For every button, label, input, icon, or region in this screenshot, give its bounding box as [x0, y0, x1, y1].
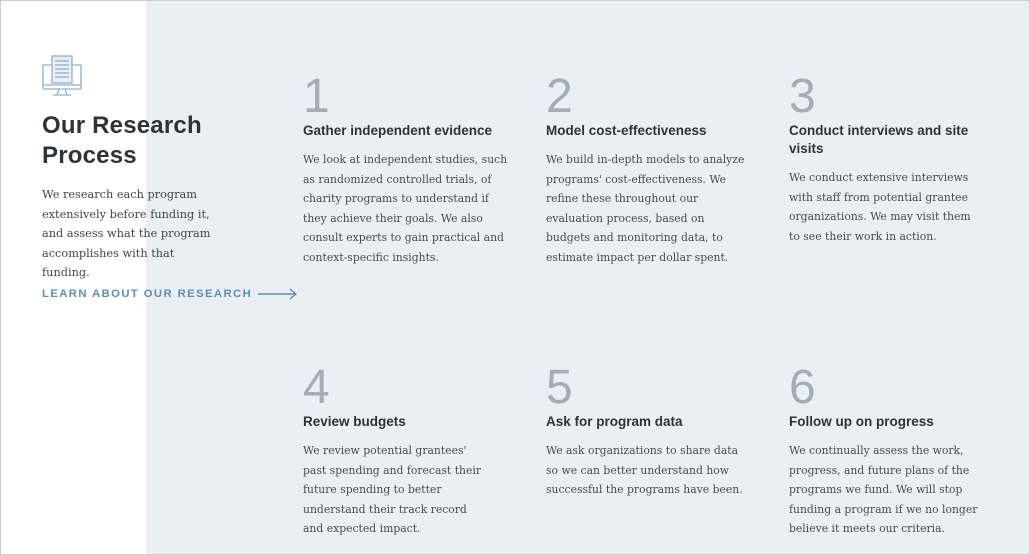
step-number: 4 — [303, 361, 330, 414]
step-description: We continually assess the work, progress, and future plans of the programs we fund. We will stop funding a program if we no longer believe it meets our criteria. — [789, 444, 978, 536]
step-number: 2 — [546, 70, 573, 123]
step-title: Review budgets — [303, 414, 406, 429]
section-description: We research each program extensively before funding it, and assess what the program accomplishes with that funding. — [42, 188, 211, 280]
step-number: 6 — [789, 361, 816, 414]
step-number: 1 — [303, 70, 330, 123]
step-title: Conduct interviews and site visits — [789, 123, 969, 156]
step-title: Follow up on progress — [789, 414, 934, 429]
arrow-right-icon — [258, 288, 298, 300]
step-number: 5 — [546, 361, 573, 414]
step-title: Gather independent evidence — [303, 123, 493, 138]
computer-document-icon — [42, 55, 82, 97]
step-title: Model cost-effectiveness — [546, 123, 707, 138]
step-description: We ask organizations to share data so we can better understand how successful the programs have been. — [546, 444, 743, 497]
step-card — [789, 70, 984, 246]
intro-block — [42, 55, 292, 283]
step-card — [303, 361, 488, 539]
step-number: 3 — [789, 70, 816, 123]
step-card — [546, 361, 751, 500]
step-card — [546, 70, 751, 268]
step-description: We build in-depth models to analyze programs' cost-effectiveness. We refine these throughout our evaluation process, based on budgets and monitoring data, to estimate impact per dollar spent. — [546, 153, 745, 264]
step-description: We conduct extensive interviews with staff from potential grantee organizations. We may visit them to see their work in action. — [789, 171, 971, 243]
step-card — [303, 70, 508, 268]
step-card — [789, 361, 992, 539]
section-title: Our Research Process — [42, 112, 202, 169]
step-description: We look at independent studies, such as randomized controlled trials, of charity programs to understand if they achieve their goals. We also consult experts to gain practical and context-specific insights. — [303, 153, 508, 264]
step-title: Ask for program data — [546, 414, 683, 429]
learn-link-label: LEARN ABOUT OUR RESEARCH — [42, 288, 253, 300]
learn-about-research-link[interactable] — [42, 288, 298, 300]
step-description: We review potential grantees' past spending and forecast their future spending to better understand their track record and expected impact. — [303, 444, 481, 536]
